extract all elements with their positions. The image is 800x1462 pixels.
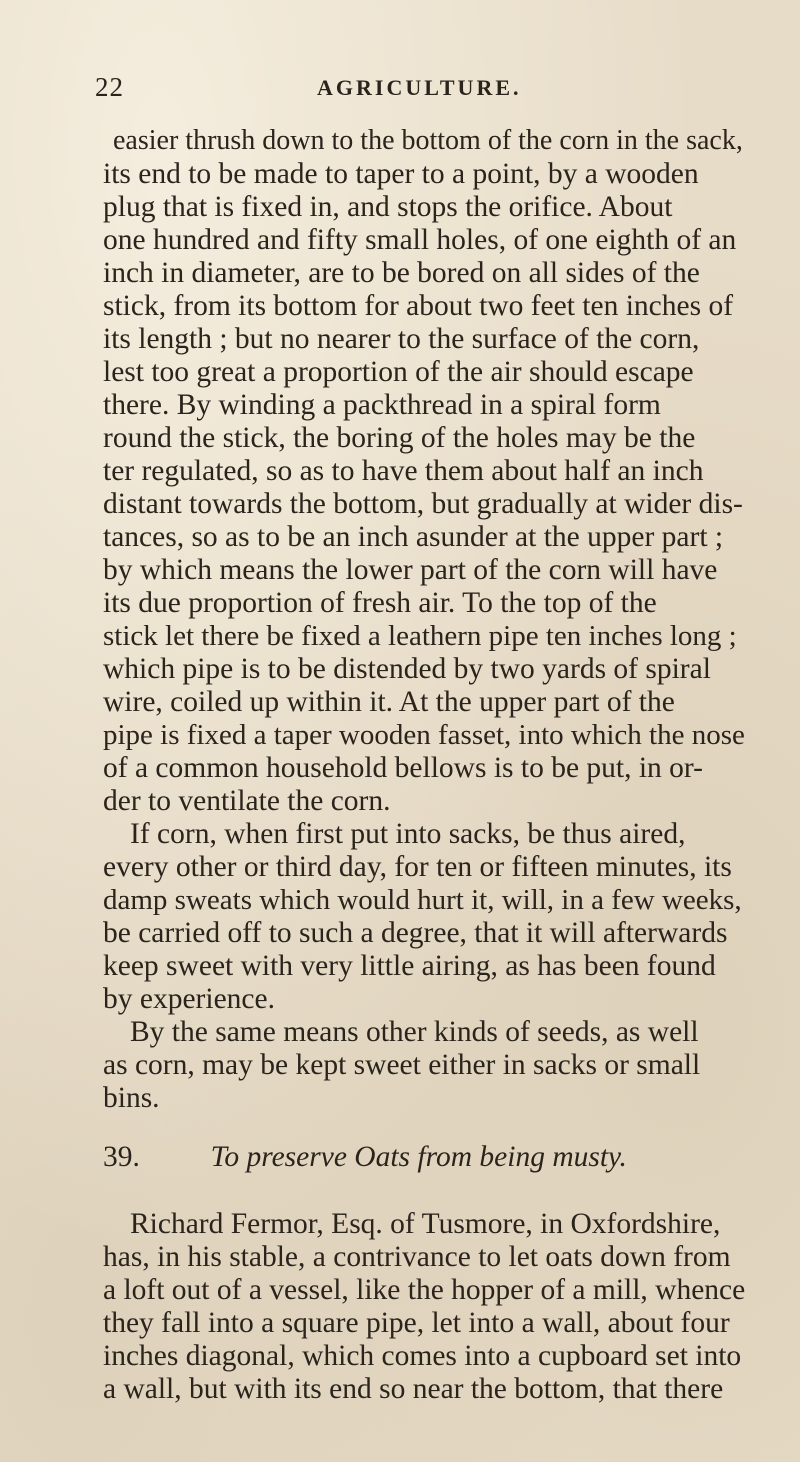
section-title: To preserve Oats from being musty. bbox=[210, 1141, 627, 1173]
text-line: wire, coiled up within it. At the upper part of the bbox=[103, 686, 675, 718]
text-line: by experience. bbox=[103, 983, 275, 1015]
text-line: Richard Fermor, Esq. of Tusmore, in Oxfordshire, bbox=[130, 1208, 721, 1240]
text-line: By the same means other kinds of seeds, as well bbox=[130, 1016, 699, 1048]
text-line: they fall into a square pipe, let into a wall, about four bbox=[103, 1307, 730, 1339]
text-line: keep sweet with very little airing, as has been found bbox=[103, 950, 716, 982]
text-line: der to ventilate the corn. bbox=[103, 785, 391, 817]
text-line: easier thrush down to the bottom of the corn in the sack, bbox=[113, 125, 743, 156]
text-line: distant towards the bottom, but gradually at wider dis- bbox=[103, 488, 743, 520]
text-line: a loft out of a vessel, like the hopper of a mill, whence bbox=[103, 1274, 746, 1306]
text-line: plug that is fixed in, and stops the orifice. About bbox=[103, 191, 673, 223]
section-heading bbox=[103, 1140, 627, 1174]
text-line: which pipe is to be distended by two yards of spiral bbox=[103, 653, 711, 685]
text-line: as corn, may be kept sweet either in sacks or small bbox=[103, 1049, 701, 1081]
text-line: there. By winding a packthread in a spiral form bbox=[103, 389, 661, 421]
running-head bbox=[95, 72, 715, 112]
text-line: ter regulated, so as to have them about half an inch bbox=[103, 455, 704, 487]
text-line: by which means the lower part of the corn will have bbox=[103, 554, 718, 586]
text-line: bins. bbox=[103, 1082, 160, 1114]
text-line: every other or third day, for ten or fifteen minutes, its bbox=[103, 851, 732, 883]
text-line: If corn, when first put into sacks, be thus aired, bbox=[130, 818, 686, 850]
text-line: pipe is fixed a taper wooden fasset, into which the nose bbox=[103, 719, 745, 751]
text-line: of a common household bellows is to be put, in or- bbox=[103, 752, 703, 784]
running-title: AGRICULTURE. bbox=[317, 75, 522, 100]
text-line: one hundred and fifty small holes, of one eighth of an bbox=[103, 224, 737, 256]
text-line: damp sweats which would hurt it, will, in a few weeks, bbox=[103, 884, 742, 916]
section-number: 39. bbox=[103, 1141, 140, 1173]
text-line: inches diagonal, which comes into a cupboard set into bbox=[103, 1340, 742, 1372]
text-line: its length ; but no nearer to the surface of the corn, bbox=[103, 323, 700, 355]
text-line: stick, from its bottom for about two feet ten inches of bbox=[103, 290, 734, 322]
text-line: be carried off to such a degree, that it will afterwards bbox=[103, 917, 728, 949]
text-line: its end to be made to taper to a point, by a wooden bbox=[103, 158, 699, 190]
text-line: round the stick, the boring of the holes may be the bbox=[103, 422, 696, 454]
text-line: tances, so as to be an inch asunder at the upper part ; bbox=[103, 521, 724, 553]
text-line: has, in his stable, a contrivance to let oats down from bbox=[103, 1241, 731, 1273]
text-line: inch in diameter, are to be bored on all sides of the bbox=[103, 257, 700, 289]
text-line: its due proportion of fresh air. To the top of the bbox=[103, 587, 657, 619]
text-line: a wall, but with its end so near the bottom, that there bbox=[103, 1373, 724, 1405]
page-number: 22 bbox=[95, 72, 124, 102]
text-line: stick let there be fixed a leathern pipe ten inches long ; bbox=[103, 620, 737, 652]
text-line: lest too great a proportion of the air should escape bbox=[103, 356, 694, 388]
